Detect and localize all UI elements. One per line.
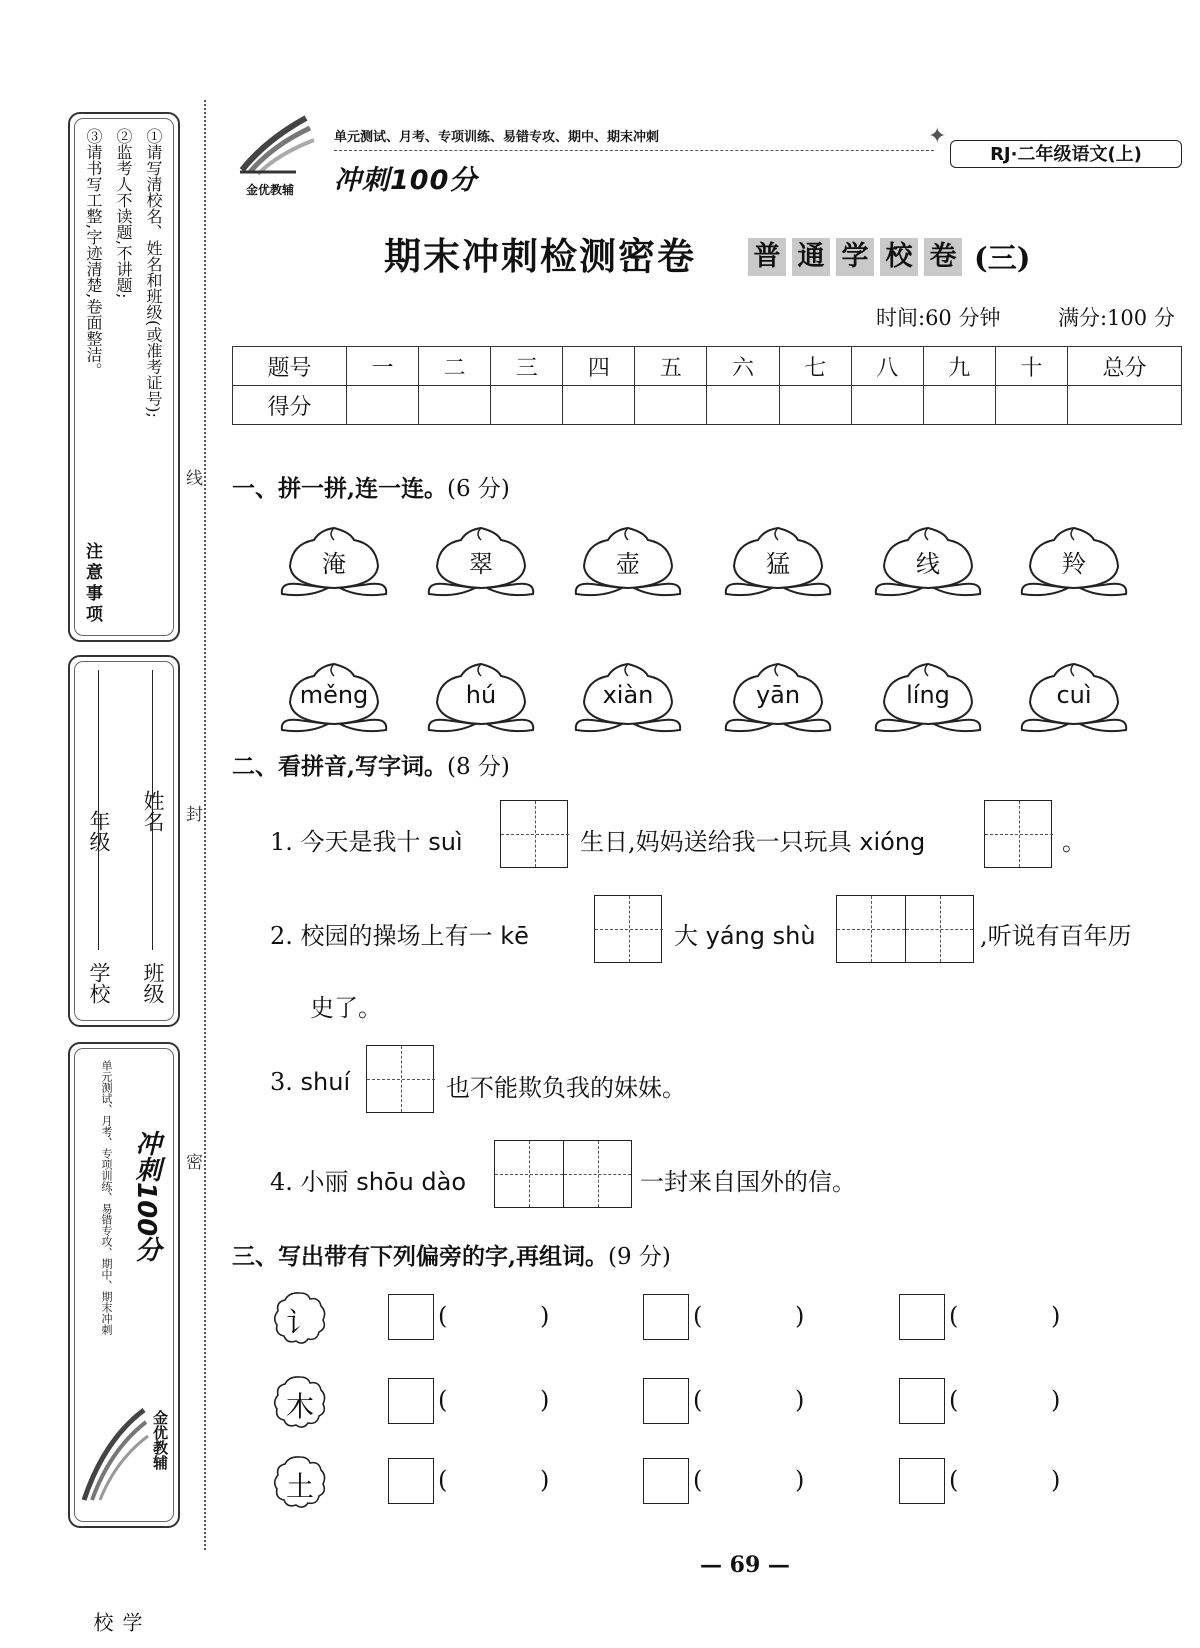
score-cell[interactable]: [779, 386, 851, 425]
score-header-cell: 三: [491, 347, 563, 386]
type-chip: 学: [836, 238, 874, 276]
type-chip: 通: [792, 238, 830, 276]
radical-badge: [272, 1374, 328, 1430]
score-header-cell: 五: [635, 347, 707, 386]
note-1: ①请写清校名、姓名和班级(或准考证号);: [144, 128, 163, 418]
character-box[interactable]: [899, 1378, 945, 1424]
radical-badge: [272, 1454, 328, 1510]
question-text: 今天是我十: [300, 828, 421, 856]
section-2-points: (8 分): [447, 754, 510, 780]
word-blank-open[interactable]: (: [949, 1466, 959, 1494]
paper-number: (三): [974, 241, 1031, 275]
brand-vertical-series: 单元测试、月考、专项训练、易错专攻、期中、期末冲刺: [100, 1060, 113, 1335]
question-2-1: [270, 822, 463, 857]
word-blank-close: ): [540, 1302, 550, 1330]
question-number: 4.: [270, 1168, 293, 1196]
question-text: 小丽: [300, 1168, 349, 1196]
score-cell[interactable]: [707, 386, 779, 425]
peach-pinyin: hú: [465, 681, 497, 709]
character-box[interactable]: [643, 1294, 689, 1340]
writing-box[interactable]: [594, 895, 662, 963]
score-header-cell: 题号: [233, 347, 347, 386]
school-label: 学校: [90, 1612, 143, 1632]
pinyin-peach[interactable]: [872, 660, 984, 734]
question-text: 也不能欺负我的妹妹。: [446, 1074, 686, 1102]
character-peach[interactable]: [425, 524, 537, 598]
brand-vertical-title: 冲刺100分: [131, 1130, 161, 1263]
character-box[interactable]: [643, 1378, 689, 1424]
peach-pinyin: yān: [755, 681, 801, 709]
peach-pinyin: xiàn: [602, 681, 654, 709]
question-2-4: [270, 1162, 466, 1197]
character-box[interactable]: [388, 1458, 434, 1504]
pinyin-prompt: xióng: [859, 828, 926, 856]
question-text: 。: [1062, 828, 1086, 856]
radical-badge: [272, 1290, 328, 1346]
word-blank-close: ): [1051, 1466, 1061, 1494]
cut-word-secret: 密: [186, 1153, 203, 1173]
score-cell[interactable]: [347, 386, 419, 425]
peach-character: 淹: [322, 550, 346, 578]
radical-character: 土: [285, 1470, 314, 1503]
word-blank-open[interactable]: (: [438, 1302, 448, 1330]
character-peach[interactable]: [572, 524, 684, 598]
brand-logo-icon: [236, 110, 332, 192]
question-text: 一封来自国外的信。: [640, 1168, 856, 1196]
word-blank-open[interactable]: (: [693, 1302, 703, 1330]
character-box[interactable]: [899, 1294, 945, 1340]
section-1-heading: [232, 470, 510, 503]
writing-box[interactable]: [366, 1045, 434, 1113]
word-blank-close: ): [1051, 1386, 1061, 1414]
notes-text: [78, 128, 168, 598]
question-2-3: [270, 1068, 350, 1096]
brand-vertical-name: 金优教辅: [151, 1410, 169, 1470]
word-blank-open[interactable]: (: [949, 1302, 959, 1330]
character-box[interactable]: [388, 1378, 434, 1424]
score-header-cell: 总分: [1068, 347, 1182, 386]
score-cell[interactable]: [563, 386, 635, 425]
word-blank-close: ): [795, 1466, 805, 1494]
character-box[interactable]: [643, 1458, 689, 1504]
character-box[interactable]: [899, 1458, 945, 1504]
word-blank-open[interactable]: (: [438, 1466, 448, 1494]
pinyin-prompt: yáng shù: [705, 922, 816, 950]
grade-tag: RJ·二年级语文(上): [950, 140, 1182, 168]
pinyin-peach[interactable]: [722, 660, 834, 734]
word-blank-close: ): [540, 1466, 550, 1494]
question-text: 史了。: [310, 994, 382, 1022]
full-score: 满分:100 分: [1058, 306, 1175, 330]
character-peach[interactable]: [1018, 524, 1130, 598]
time-limit: 时间:60 分钟: [876, 306, 1001, 330]
score-header-row: [233, 347, 1182, 386]
note-2: ②监考人不读题,不讲题;: [114, 128, 133, 299]
question-text: 大: [674, 922, 698, 950]
radical-character: 讠: [285, 1306, 314, 1339]
score-header-cell: 二: [419, 347, 491, 386]
word-blank-close: ): [795, 1302, 805, 1330]
peach-pinyin: měng: [299, 681, 369, 709]
score-header-cell: 六: [707, 347, 779, 386]
score-cell[interactable]: [923, 386, 995, 425]
header-divider: [334, 150, 934, 151]
character-box[interactable]: [388, 1294, 434, 1340]
score-cell[interactable]: [491, 386, 563, 425]
pinyin-prompt: shōu dào: [356, 1168, 467, 1196]
score-cell[interactable]: [995, 386, 1067, 425]
question-text: 生日,妈妈送给我一只玩具: [580, 828, 852, 856]
page-number: — 69 —: [700, 1552, 790, 1578]
type-chip: 普: [748, 238, 786, 276]
peach-character: 壶: [616, 550, 640, 578]
question-number: 3.: [270, 1068, 293, 1096]
section-2-title: 二、看拼音,写字词。: [232, 753, 448, 780]
radical-character: 木: [285, 1390, 314, 1423]
section-2-heading: [232, 748, 510, 781]
score-row: [233, 386, 1182, 425]
pinyin-peach[interactable]: [1018, 660, 1130, 734]
pinyin-prompt: shuí: [300, 1068, 351, 1096]
word-blank-open[interactable]: (: [693, 1466, 703, 1494]
peach-pinyin: líng: [906, 681, 950, 709]
word-blank-open[interactable]: (: [693, 1386, 703, 1414]
pinyin-peach[interactable]: [572, 660, 684, 734]
name-label: 姓名: [141, 790, 165, 832]
peach-character: 翠: [469, 550, 493, 578]
word-blank-close: ): [1051, 1302, 1061, 1330]
question-text: 校园的操场上有一: [300, 922, 493, 950]
class-label: 班级: [141, 962, 165, 1004]
score-header-cell: 八: [851, 347, 923, 386]
score-row-label: 得分: [233, 386, 347, 425]
sparkle-icon: ✦: [928, 124, 947, 149]
peach-pinyin: cuì: [1056, 681, 1092, 709]
score-header-cell: 四: [563, 347, 635, 386]
character-peach[interactable]: [278, 524, 390, 598]
question-2-1-cont: [580, 822, 925, 857]
score-cell[interactable]: [1068, 386, 1182, 425]
type-chip: 卷: [924, 238, 962, 276]
score-cell[interactable]: [635, 386, 707, 425]
writing-box-double[interactable]: [494, 1140, 632, 1208]
peach-character: 羚: [1062, 550, 1086, 578]
cut-word-seal: 封: [186, 805, 203, 825]
pinyin-prompt: kē: [500, 922, 529, 950]
question-2-2: [270, 916, 529, 951]
score-header-cell: 一: [347, 347, 419, 386]
question-2-2-cont: [674, 916, 816, 951]
character-peach[interactable]: [722, 524, 834, 598]
page-title: 期末冲刺检测密卷: [384, 234, 696, 278]
writing-box[interactable]: [984, 800, 1052, 868]
writing-box-double[interactable]: [836, 895, 974, 963]
school-label: 学校: [87, 962, 111, 1004]
word-blank-open[interactable]: (: [438, 1386, 448, 1414]
section-3-heading: [232, 1238, 671, 1271]
cut-line: [204, 100, 206, 1550]
question-text: ,听说有百年历: [980, 922, 1132, 950]
score-cell[interactable]: [851, 386, 923, 425]
peach-character: 线: [916, 550, 940, 578]
notes-panel: [68, 112, 180, 642]
question-number: 2.: [270, 922, 293, 950]
pinyin-peach[interactable]: [278, 660, 390, 734]
score-header-cell: 七: [779, 347, 851, 386]
brand-title: 冲刺100分: [334, 165, 478, 196]
series-line: 单元测试、月考、专项训练、易错专攻、期中、期末冲刺: [334, 130, 660, 145]
note-3: ③请书写工整,字迹清楚,卷面整洁。: [84, 128, 103, 379]
notes-title: 注意事项: [82, 542, 102, 626]
brand-name: 金优教辅: [246, 183, 295, 197]
grade-label: 年级: [87, 810, 111, 852]
section-1-title: 一、拼一拼,连一连。: [232, 475, 448, 502]
score-header-cell: 十: [995, 347, 1067, 386]
brand-logo-icon: [74, 1400, 154, 1510]
question-number: 1.: [270, 828, 293, 856]
word-blank-open[interactable]: (: [949, 1386, 959, 1414]
word-blank-close: ): [795, 1386, 805, 1414]
section-3-title: 三、写出带有下列偏旁的字,再组词。: [232, 1243, 609, 1270]
score-table: [232, 346, 1182, 425]
peach-character: 猛: [766, 550, 790, 578]
word-blank-close: ): [540, 1386, 550, 1414]
score-header-cell: 九: [923, 347, 995, 386]
section-3-points: (9 分): [608, 1244, 671, 1270]
cut-word-line: 线: [186, 469, 203, 489]
score-cell[interactable]: [419, 386, 491, 425]
type-chip: 校: [880, 238, 918, 276]
character-peach[interactable]: [872, 524, 984, 598]
writing-box[interactable]: [500, 800, 568, 868]
section-1-points: (6 分): [447, 476, 510, 502]
pinyin-prompt: suì: [428, 828, 463, 856]
pinyin-peach[interactable]: [425, 660, 537, 734]
